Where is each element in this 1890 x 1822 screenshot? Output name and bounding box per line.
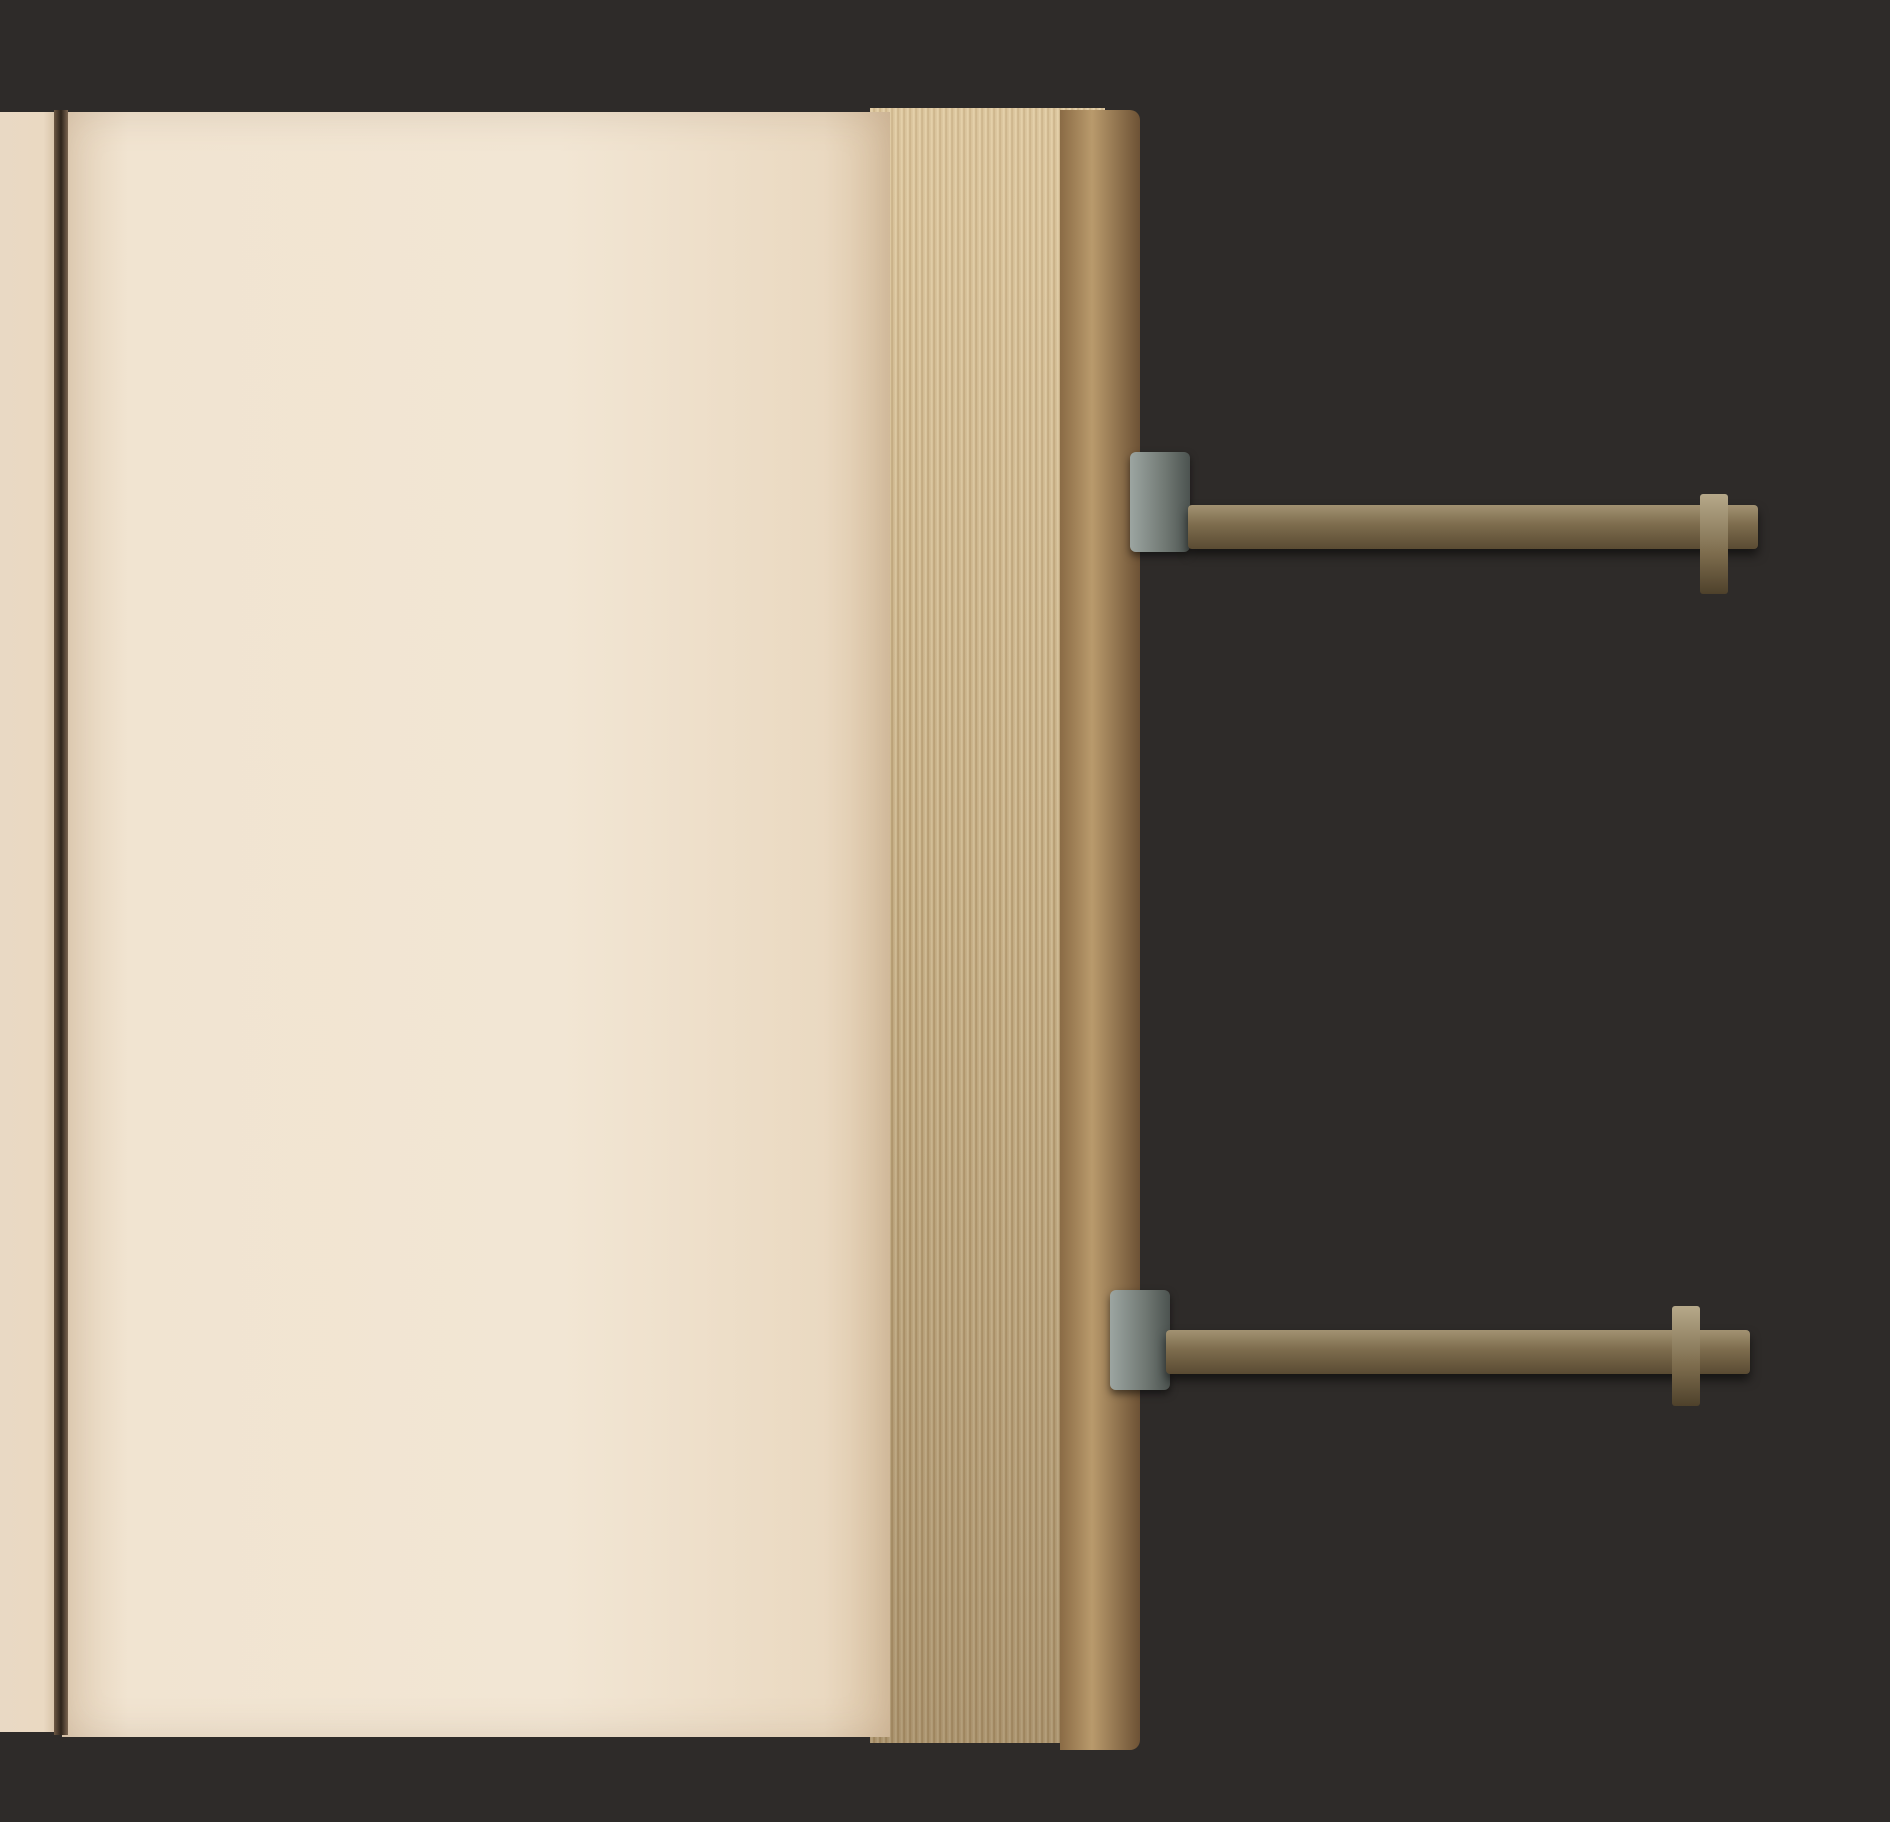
lower-clasp-hinge bbox=[1110, 1290, 1170, 1390]
book-cover-edge bbox=[1060, 110, 1140, 1750]
upper-clasp-hook bbox=[1700, 494, 1728, 594]
lower-clasp-strap bbox=[1166, 1330, 1750, 1374]
upper-clasp-strap bbox=[1188, 505, 1758, 549]
page bbox=[62, 112, 890, 1737]
gutter bbox=[54, 110, 68, 1735]
lower-clasp-hook bbox=[1672, 1306, 1700, 1406]
previous-page-fragment bbox=[0, 112, 62, 1732]
upper-clasp-hinge bbox=[1130, 452, 1190, 552]
